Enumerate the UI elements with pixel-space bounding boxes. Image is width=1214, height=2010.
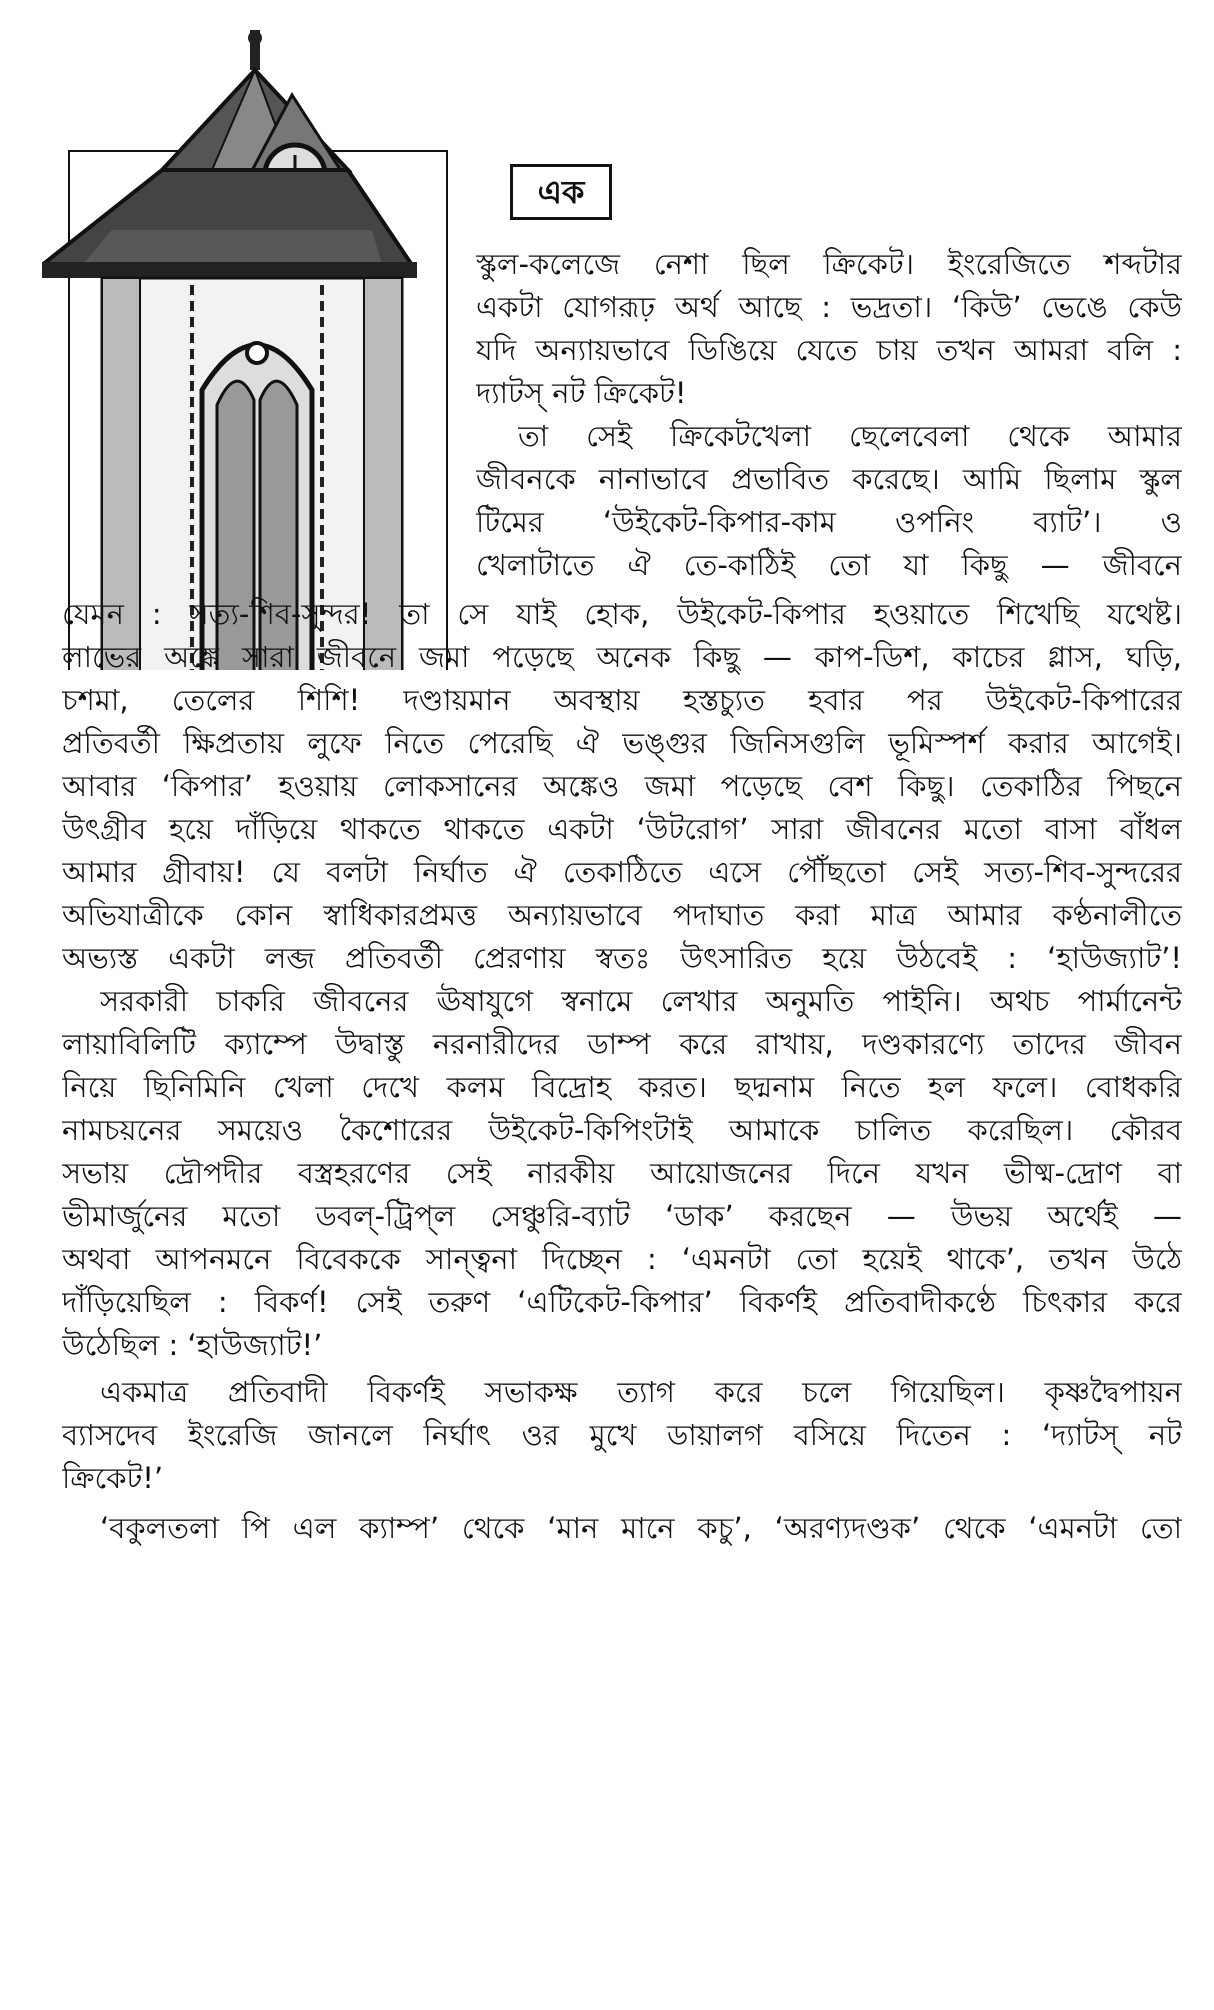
text-line: খেলাটাতে ঐ তে-কাঠিই তো যা কিছু — জীবনে: [476, 548, 1182, 582]
text-line: সরকারী চাকরি জীবনের ঊষাযুগে স্বনামে লেখার অনুমতি পাইনি। অথচ পার্মানেন্ট: [100, 984, 1182, 1018]
text-line: সভায় দ্রৌপদীর বস্ত্রহরণের সেই নারকীয় আয়োজনের দিনে যখন ভীষ্ম-দ্রোণ বা: [62, 1156, 1182, 1190]
text-line: লাভের অঙ্কে সারা জীবনে জমা পড়েছে অনেক কিছু — কাপ-ডিশ, কাচের গ্লাস, ঘড়ি,: [62, 640, 1182, 674]
text-line: আবার ‘কিপার’ হওয়ায় লোকসানের অঙ্কেও জমা পড়েছে বেশ কিছু। তেকাঠির পিছনে: [62, 769, 1182, 803]
text-line: দ্যাটস্ নট ক্রিকেট!: [476, 376, 687, 410]
text-line: জীবনকে নানাভাবে প্রভাবিত করেছে। আমি ছিলাম স্কুল: [476, 462, 1182, 496]
text-line: দাঁড়িয়েছিল : বিকর্ণ! সেই তরুণ ‘এটিকেট-কিপার’ বিকর্ণই প্রতিবাদীকণ্ঠে চিৎকার করে: [62, 1285, 1182, 1319]
text-line: ভীমার্জুনের মতো ডবল্-ট্রিপ্‌ল সেঞ্চুরি-ব্যাট ‘ডাক’ করছেন — উভয় অর্থেই —: [62, 1199, 1182, 1233]
text-line: যদি অন্যায়ভাবে ডিঙিয়ে যেতে চায় তখন আমরা বলি :: [476, 333, 1182, 367]
text-line: টিমের ‘উইকেট-কিপার-কাম ওপনিং ব্যাট’। ও: [476, 505, 1182, 539]
text-line: অভিযাত্রীকে কোন স্বাধিকারপ্রমত্ত অন্যায়ভাবে পদাঘাত করা মাত্র আমার কণ্ঠনালীতে: [62, 898, 1182, 932]
text-line: একমাত্র প্রতিবাদী বিকর্ণই সভাকক্ষ ত্যাগ করে চলে গিয়েছিল। কৃষ্ণদ্বৈপায়ন: [100, 1375, 1182, 1409]
text-line: নিয়ে ছিনিমিনি খেলা দেখে কলম বিদ্রোহ করত। ছদ্মনাম নিতে হল ফলে। বোধকরি: [62, 1070, 1182, 1104]
text-line: একটা যোগরূঢ় অর্থ আছে : ভদ্রতা। ‘কিউ’ ভেঙে কেউ: [476, 290, 1182, 324]
text-line: যেমন : সত্য-শিব-সুন্দর! তা সে যাই হোক, উইকেট-কিপার হওয়াতে শিখেছি যথেষ্ট।: [62, 597, 1182, 631]
text-line: উৎগ্রীব হয়ে দাঁড়িয়ে থাকতে থাকতে একটা ‘উটরোগ’ সারা জীবনের মতো বাসা বাঁধল: [62, 812, 1182, 846]
text-line: অভ্যস্ত একটা লব্জ প্রতিবর্তী প্রেরণায় স্বতঃ উৎসারিত হয়ে উঠবেই : ‘হাউজ্যাট’!: [62, 941, 1182, 975]
text-line: অথবা আপনমনে বিবেককে সান্ত্বনা দিচ্ছেন : ‘এমনটা তো হয়েই থাকে’, তখন উঠে: [62, 1242, 1182, 1276]
text-line: ক্রিকেট!’: [62, 1461, 164, 1495]
text-line: আমার গ্রীবায়! যে বলটা নির্ঘাত ঐ তেকাঠিতে এসে পৌঁছতো সেই সত্য-শিব-সুন্দরের: [62, 855, 1182, 889]
text-line: উঠেছিল : ‘হাউজ্যাট!’: [62, 1328, 323, 1362]
text-line: প্রতিবর্তী ক্ষিপ্রতায় লুফে নিতে পেরেছি ঐ ভঙ্গুর জিনিসগুলি ভূমিস্পর্শ করার আগেই।: [62, 726, 1182, 760]
text-line: ‘বকুলতলা পি এল ক্যাম্প’ থেকে ‘মান মানে কচু’, ‘অরণ্যদণ্ডক’ থেকে ‘এমনটা তো: [100, 1511, 1182, 1545]
text-line: তা সেই ক্রিকেটখেলা ছেলেবেলা থেকে আমার: [518, 419, 1182, 453]
text-line: লায়াবিলিটি ক্যাম্পে উদ্বাস্তু নরনারীদের ডাম্প করে রাখায়, দণ্ডকারণ্যে তাদের জীবন: [62, 1027, 1182, 1061]
chapter-heading: এক: [510, 164, 612, 220]
text-line: নামচয়নের সময়েও কৈশোরের উইকেট-কিপিংটাই আমাকে চালিত করেছিল। কৌরব: [62, 1113, 1182, 1147]
text-line: স্কুল-কলেজে নেশা ছিল ক্রিকেট। ইংরেজিতে শব্দটার: [476, 247, 1182, 281]
text-line: চশমা, তেলের শিশি! দণ্ডায়মান অবস্থায় হস্তচ্যুত হবার পর উইকেট-কিপারের: [62, 683, 1182, 717]
text-line: ব্যাসদেব ইংরেজি জানলে নির্ঘাৎ ওর মুখে ডায়ালগ বসিয়ে দিতেন : ‘দ্যাটস্ নট: [62, 1418, 1182, 1452]
